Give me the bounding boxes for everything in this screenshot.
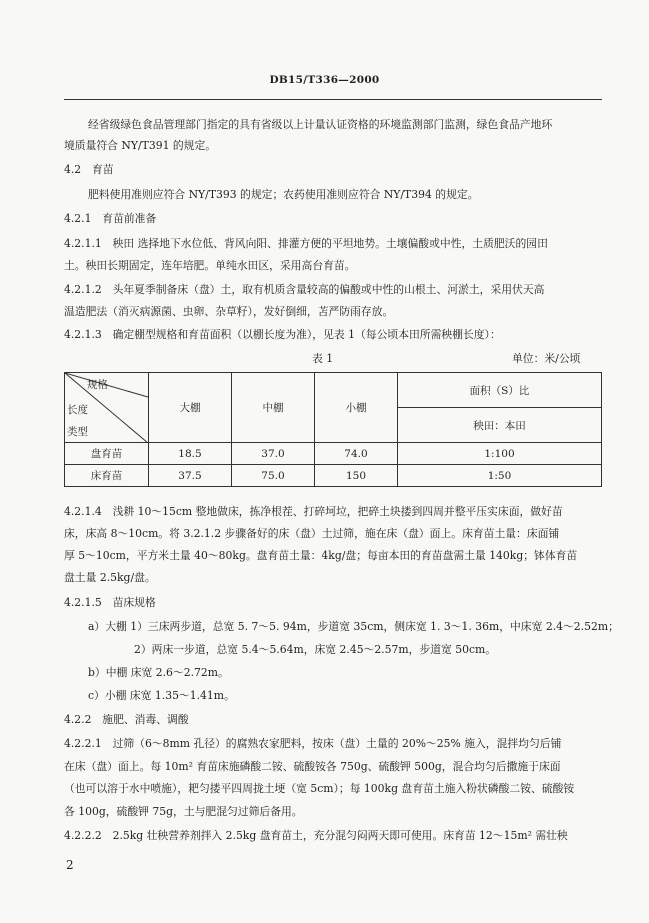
paragraph-line: 厚 5～10cm，平方米土量 40～80kg。盘育苗土量：4kg/盘；每亩本田的育苗盘需土量 140kg；钵体育苗 xyxy=(64,549,578,562)
cell-value: 18.5 xyxy=(149,443,232,465)
column-header-ratio-sub: 秧田：本田 xyxy=(398,408,602,443)
paragraph-line: 盘土量 2.5kg/盘。 xyxy=(64,571,156,584)
paragraph-line: 4.2.2.2 2.5kg 壮秧营养剂拌入 2.5kg 盘育苗土，充分混匀闷两天即可使用。床育苗 12～15m² 需壮秧 xyxy=(64,829,568,842)
paragraph-line: 各 100g，硫酸钾 75g，土与肥混匀过筛后备用。 xyxy=(64,805,303,818)
header-divider xyxy=(64,99,602,100)
paragraph-line: 床，床高 8～10cm。将 3.2.1.2 步骤备好的床（盘）土过筛，施在床（盘）面上。床育苗土量：床面铺 xyxy=(64,527,560,540)
paragraph-line: 4.2.1.3 确定棚型规格和育苗面积（以棚长度为准），见表 1（每公顷本田所需秧棚长度）： xyxy=(64,328,501,341)
table-caption: 表 1 xyxy=(312,352,334,365)
column-header-area-ratio: 面积（S）比 xyxy=(398,373,602,408)
row-type-tray: 盘育苗 xyxy=(65,443,149,465)
cell-value: 150 xyxy=(315,465,398,487)
paragraph-line: 在床（盘）面上。每 10m² 育苗床施磷酸二铵、硫酸铵各 750g、硫酸钾 500g，混合均匀后撒施于床面 xyxy=(64,760,561,773)
standard-code-header: DB15/T336—2000 xyxy=(269,74,380,86)
paragraph-line: 4.2.1.4 浅耕 10～15cm 整地做床，拣净根茬、打碎坷垃，把碎土块搂到四周并整平压实床面，做好苗 xyxy=(64,505,563,518)
cell-value: 37.0 xyxy=(232,443,315,465)
cell-value: 74.0 xyxy=(315,443,398,465)
column-header-mid-shed: 中棚 xyxy=(232,373,315,443)
section-heading-4-2-1: 4.2.1 育苗前准备 xyxy=(64,212,157,225)
diag-label-spec: 规格 xyxy=(87,379,108,391)
seedling-area-table xyxy=(64,372,602,487)
list-item: c）小棚 床宽 1.35～1.41m。 xyxy=(88,689,235,702)
paragraph-line: 4.2.1.2 头年夏季制备床（盘）土，取有机质含量较高的偏酸或中性的山根土、河淤土，采用伏天高 xyxy=(64,283,545,296)
cell-value: 1:100 xyxy=(398,443,602,465)
cell-value: 1:50 xyxy=(398,465,602,487)
section-heading-4-2-2: 4.2.2 施肥、消毒、调酸 xyxy=(64,713,189,726)
list-item: 2）两床一步道，总宽 5.4～5.64m，床宽 2.45～2.57m，步道宽 50cm。 xyxy=(134,643,497,656)
paragraph-line: 境质量符合 NY/T391 的规定。 xyxy=(64,139,217,152)
cell-value: 75.0 xyxy=(232,465,315,487)
column-header-small-shed: 小棚 xyxy=(315,373,398,443)
table-row xyxy=(65,465,602,487)
paragraph-line: 4.2.1.1 秧田 选择地下水位低、背风向阳、排灌方便的平坦地势。土壤偏酸或中性，土质肥沃的园田 xyxy=(64,237,548,250)
list-item: a）大棚 1）三床两步道，总宽 5. 7～5. 94m，步道宽 35cm，侧床宽 1. 3～1. 36m，中床宽 2.4～2.52m； xyxy=(88,620,619,633)
row-type-bed: 床育苗 xyxy=(65,465,149,487)
list-item: b）中棚 床宽 2.6～2.72m。 xyxy=(88,666,229,679)
paragraph-line: 温造肥法（消灭病源菌、虫卵、杂草籽），发好倒细，苫严防雨存放。 xyxy=(64,305,394,318)
table-row xyxy=(65,443,602,465)
page-number: 2 xyxy=(66,858,74,872)
cell-value: 37.5 xyxy=(149,465,232,487)
diag-label-length: 长度 xyxy=(67,404,88,416)
paragraph-line: 经省级绿色食品管理部门指定的具有省级以上计量认证资格的环境监测部门监测，绿色食品产地环 xyxy=(88,118,553,131)
diag-label-type: 类型 xyxy=(67,426,88,438)
table-unit: 单位：米/公顷 xyxy=(512,352,581,365)
column-header-big-shed: 大棚 xyxy=(149,373,232,443)
paragraph-line: 土。秧田长期固定，连年培肥。单纯水田区，采用高台育苗。 xyxy=(64,259,356,272)
paragraph-line: 肥料使用准则应符合 NY/T393 的规定；农药使用准则应符合 NY/T394 的规定。 xyxy=(88,188,479,201)
paragraph-line: （也可以溶于水中喷施），耙匀搂平四周拢土埂（宽 5cm）；每 100kg 盘育苗土施入粉状磷酸二铵、硫酸铵 xyxy=(64,782,575,795)
section-heading-4-2: 4.2 育苗 xyxy=(64,163,114,176)
section-heading-4-2-1-5: 4.2.1.5 苗床规格 xyxy=(64,596,156,609)
table-diagonal-header xyxy=(65,373,149,443)
paragraph-line: 4.2.2.1 过筛（6～8mm 孔径）的腐熟农家肥料，按床（盘）土量的 20%～25% 施入，混拌均匀后铺 xyxy=(64,737,562,750)
